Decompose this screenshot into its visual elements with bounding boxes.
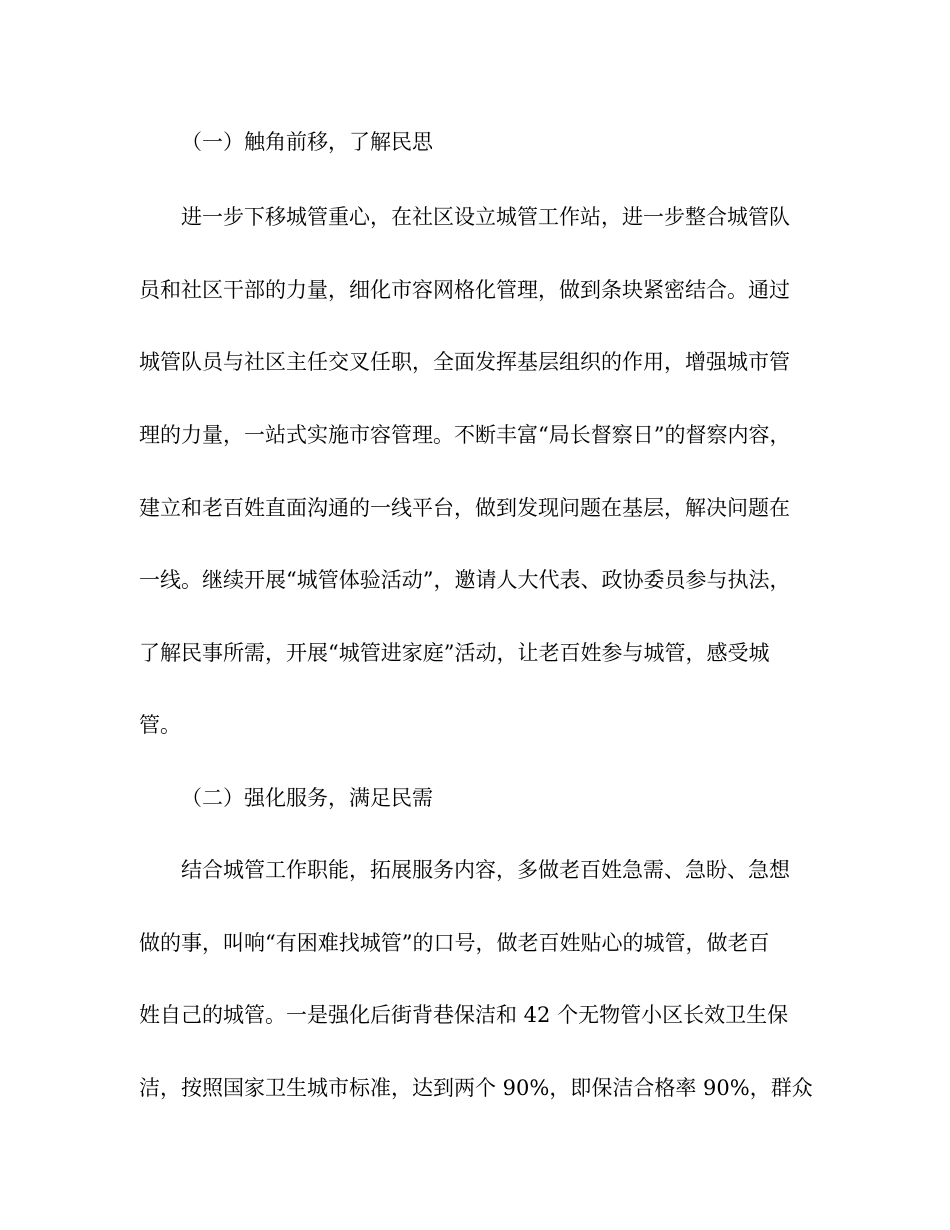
paragraph-line: 城管队员与社区主任交叉任职，全面发挥基层组织的作用，增强城市管	[139, 350, 790, 374]
section-heading: （二）强化服务，满足民需	[181, 786, 433, 810]
paragraph-line: 理的力量，一站式实施市容管理。不断丰富“局长督察日”的督察内容，	[139, 423, 791, 447]
paragraph-line: 管。	[139, 713, 181, 737]
paragraph-line: 进一步下移城管重心，在社区设立城管工作站，进一步整合城管队	[181, 205, 790, 229]
paragraph-line: 一线。继续开展“城管体验活动”，邀请人大代表、政协委员参与执法，	[139, 568, 791, 592]
paragraph-line: 姓自己的城管。一是强化后街背巷保洁和 42 个无物管小区长效卫生保	[139, 1003, 789, 1027]
paragraph-line: 洁，按照国家卫生城市标准，达到两个 90%，即保洁合格率 90%，群众	[139, 1076, 813, 1100]
paragraph-line: 结合城管工作职能，拓展服务内容，多做老百姓急需、急盼、急想	[181, 858, 790, 882]
paragraph-line: 做的事，叫响“有困难找城管”的口号，做老百姓贴心的城管，做老百	[139, 931, 770, 955]
section-heading: （一）触角前移，了解民思	[181, 130, 433, 154]
paragraph-line: 建立和老百姓直面沟通的一线平台，做到发现问题在基层，解决问题在	[139, 496, 790, 520]
paragraph-line: 员和社区干部的力量，细化市容网格化管理，做到条块紧密结合。通过	[139, 278, 790, 302]
paragraph-line: 了解民事所需，开展“城管进家庭”活动，让老百姓参与城管，感受城	[139, 641, 770, 665]
